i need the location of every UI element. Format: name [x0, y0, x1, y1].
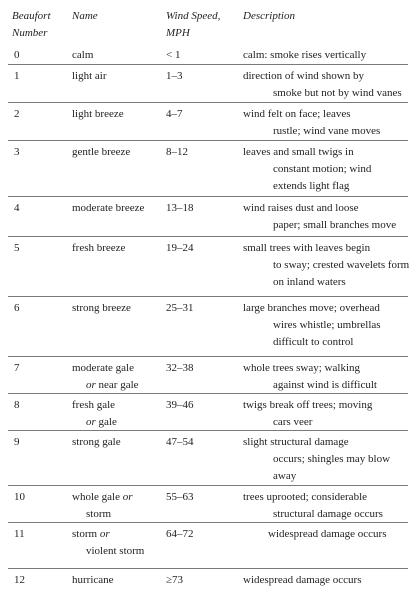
wind-description	[243, 47, 411, 64]
description-line: trees uprooted; considerable	[243, 491, 368, 503]
wind-name-line: strong gale	[72, 436, 121, 448]
wind-name	[72, 47, 168, 64]
description-line: calm: smoke rises vertically	[243, 49, 367, 61]
beaufort-number: 10	[14, 491, 25, 503]
description-line: leaves and small twigs in	[243, 146, 354, 158]
description-line: occurs; shingles may blow	[273, 453, 391, 465]
row-divider	[8, 140, 408, 141]
description-line: structural damage occurs	[273, 508, 383, 520]
wind-name-line	[72, 526, 168, 543]
wind-name	[72, 360, 168, 394]
wind-description	[243, 397, 411, 431]
beaufort-number: 3	[14, 146, 20, 158]
wind-name	[72, 68, 168, 85]
wind-description	[243, 360, 411, 394]
beaufort-number: 7	[14, 362, 20, 374]
or-word: or	[99, 528, 110, 540]
wind-name-main: whole gale	[72, 491, 123, 503]
wind-speed: 47–54	[166, 436, 194, 448]
header-speed-line1: Wind Speed,	[166, 10, 221, 22]
description-line: extends light flag	[273, 180, 350, 192]
description-line: large branches move; overhead	[243, 302, 380, 314]
beaufort-number: 11	[14, 528, 25, 540]
description-line: smoke but not by wind vanes	[273, 87, 402, 99]
wind-name	[72, 144, 168, 161]
header-description	[243, 8, 295, 25]
wind-name-line: light air	[72, 70, 107, 82]
wind-description	[243, 200, 411, 234]
description-line: paper; small branches move	[273, 219, 397, 231]
wind-name-line: strong breeze	[72, 302, 131, 314]
description-line: wind raises dust and loose	[243, 202, 359, 214]
description-line: widespread damage occurs	[268, 528, 387, 540]
row-divider	[8, 568, 408, 569]
wind-speed: 32–38	[166, 362, 194, 374]
row-divider	[8, 485, 408, 486]
beaufort-number: 1	[14, 70, 20, 82]
wind-name	[72, 300, 168, 317]
wind-name-line: gentle breeze	[72, 146, 131, 158]
wind-name	[72, 106, 168, 123]
wind-description	[243, 572, 411, 589]
description-line: difficult to control	[273, 336, 354, 348]
description-line: slight structural damage	[243, 436, 349, 448]
wind-name-line	[72, 377, 168, 394]
description-line: twigs break off trees; moving	[243, 399, 373, 411]
description-line: whole trees sway; walking	[243, 362, 360, 374]
wind-speed: 4–7	[166, 108, 183, 120]
wind-name-alt: near gale	[95, 379, 139, 391]
row-divider	[8, 102, 408, 103]
wind-name-alt: violent storm	[86, 545, 145, 557]
wind-description	[243, 106, 411, 140]
wind-name	[72, 397, 168, 431]
wind-name-line	[72, 414, 168, 431]
wind-name	[72, 489, 168, 523]
wind-name-line: light breeze	[72, 108, 124, 120]
wind-speed: 55–63	[166, 491, 194, 503]
wind-speed: 25–31	[166, 302, 194, 314]
wind-name-line: fresh breeze	[72, 242, 126, 254]
description-line: widespread damage occurs	[243, 574, 362, 586]
wind-name-alt: gale	[95, 416, 117, 428]
wind-name	[72, 572, 168, 589]
wind-name-line: moderate breeze	[72, 202, 145, 214]
wind-speed: 64–72	[166, 528, 194, 540]
beaufort-number: 0	[14, 49, 20, 61]
wind-description	[243, 240, 411, 291]
beaufort-number: 9	[14, 436, 20, 448]
row-divider	[8, 236, 408, 237]
beaufort-number: 2	[14, 108, 20, 120]
wind-speed: < 1	[166, 49, 181, 61]
beaufort-number: 5	[14, 242, 20, 254]
header-speed	[166, 8, 220, 42]
wind-description	[243, 144, 411, 195]
header-speed-line2: MPH	[166, 27, 190, 39]
description-line: wind felt on face; leaves	[243, 108, 351, 120]
or-word: or	[122, 491, 133, 503]
header-number	[12, 8, 51, 42]
wind-name-line: moderate gale	[72, 362, 134, 374]
wind-description	[243, 68, 411, 102]
description-line: rustle; wind vane moves	[273, 125, 381, 137]
header-number-line1: Beaufort	[12, 10, 51, 22]
row-divider	[8, 64, 408, 65]
description-line: away	[273, 470, 297, 482]
wind-name	[72, 526, 168, 560]
header-name-label: Name	[72, 10, 98, 22]
wind-name	[72, 434, 168, 451]
wind-name-line: calm	[72, 49, 94, 61]
wind-speed: 19–24	[166, 242, 194, 254]
wind-name	[72, 240, 168, 257]
wind-speed: 8–12	[166, 146, 188, 158]
beaufort-number: 6	[14, 302, 20, 314]
wind-description	[243, 300, 411, 351]
description-line: against wind is difficult	[273, 379, 377, 391]
wind-description	[243, 434, 411, 485]
description-line: on inland waters	[273, 276, 346, 288]
wind-speed: 13–18	[166, 202, 194, 214]
wind-name-line: fresh gale	[72, 399, 116, 411]
description-line: direction of wind shown by	[243, 70, 364, 82]
row-divider	[8, 196, 408, 197]
wind-description	[243, 489, 411, 523]
description-line: wires whistle; umbrellas	[273, 319, 381, 331]
wind-name-main: storm	[72, 528, 100, 540]
description-line: to sway; crested wavelets form	[273, 259, 410, 271]
description-line: small trees with leaves begin	[243, 242, 371, 254]
header-desc-label: Description	[243, 10, 295, 22]
row-divider	[8, 356, 408, 357]
wind-name	[72, 200, 168, 217]
wind-speed: ≥73	[166, 574, 184, 586]
wind-name-line: hurricane	[72, 574, 114, 586]
or-word: or	[86, 416, 96, 428]
wind-speed: 39–46	[166, 399, 194, 411]
beaufort-number: 8	[14, 399, 20, 411]
beaufort-number: 4	[14, 202, 20, 214]
wind-description	[268, 526, 416, 543]
description-line: cars veer	[273, 416, 313, 428]
header-name	[72, 8, 98, 25]
description-line: constant motion; wind	[273, 163, 372, 175]
wind-name-line	[72, 489, 168, 506]
wind-speed: 1–3	[166, 70, 183, 82]
beaufort-number: 12	[14, 574, 25, 586]
or-word: or	[86, 379, 96, 391]
wind-name-alt: storm	[86, 508, 112, 520]
row-divider	[8, 296, 408, 297]
header-number-line2: Number	[12, 27, 48, 39]
